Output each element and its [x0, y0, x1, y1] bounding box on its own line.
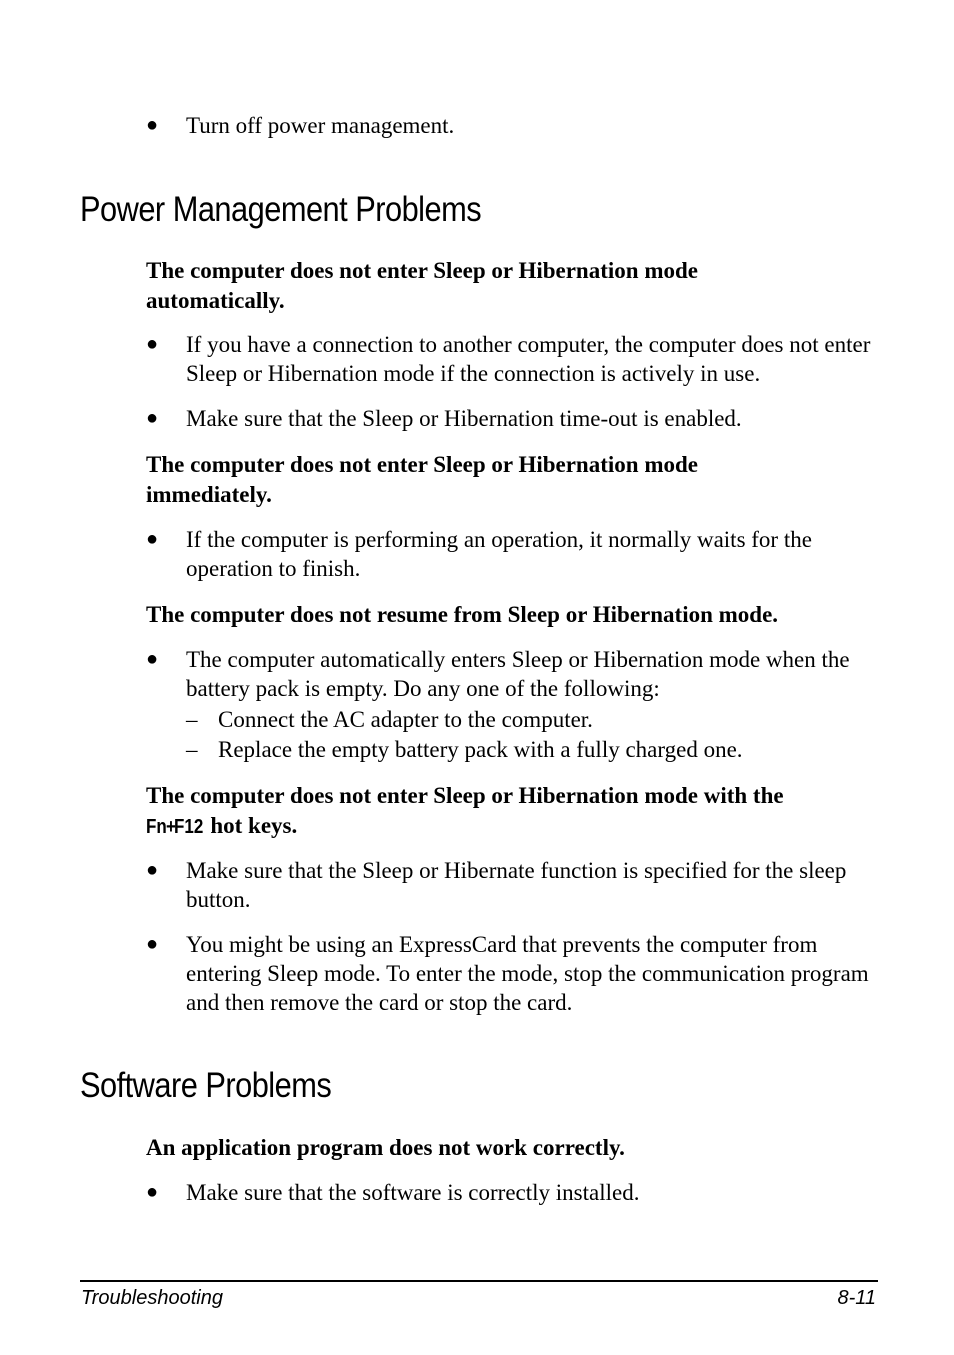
question-heading: The computer does not resume from Sleep or Hibernation mode.	[146, 602, 779, 627]
list-item: Turn off power management.	[186, 113, 455, 138]
question-heading: An application program does not work correctly.	[146, 1135, 625, 1160]
fn-key-label: Fn	[146, 815, 167, 838]
list-item: If the computer is performing an operation, it normally waits for the operation to finish.	[186, 527, 812, 581]
bullet-icon: ●	[146, 333, 159, 355]
sub-list-item: Replace the empty battery pack with a fully charged one.	[218, 737, 743, 762]
plus-sign: +	[166, 815, 177, 838]
bullet-icon: ●	[146, 933, 159, 955]
list-item: You might be using an ExpressCard that prevents the computer from entering Sleep mode. To enter the mode, stop the communication program and then remove the card or stop the card.	[186, 932, 869, 1015]
footer-section-title: Troubleshooting	[81, 1287, 223, 1309]
hot-keys-text: hot keys.	[204, 812, 298, 838]
bullet-icon: ●	[146, 114, 159, 136]
dash-icon: –	[186, 707, 198, 732]
question-heading: The computer does not enter Sleep or Hibernation mode immediately.	[146, 452, 698, 507]
question-heading-line: The computer does not enter Sleep or Hibernation mode with the	[146, 783, 784, 808]
f12-key-label: F12	[174, 815, 204, 838]
section-heading-software: Software Problems	[80, 1066, 332, 1105]
list-item: Make sure that the software is correctly installed.	[186, 1180, 640, 1205]
bullet-icon: ●	[146, 1181, 159, 1203]
bullet-icon: ●	[146, 859, 159, 881]
question-heading	[146, 781, 886, 842]
dash-icon: –	[186, 737, 198, 762]
list-item: Make sure that the Sleep or Hibernation time-out is enabled.	[186, 406, 742, 431]
list-item: The computer automatically enters Sleep or Hibernation mode when the battery pack is empty. Do any one of the following:	[186, 647, 850, 701]
sub-list-item: Connect the AC adapter to the computer.	[218, 707, 593, 732]
list-item: Make sure that the Sleep or Hibernate function is specified for the sleep button.	[186, 858, 847, 912]
page-number: 8-11	[837, 1287, 876, 1309]
footer-divider	[80, 1280, 878, 1282]
bullet-icon: ●	[146, 648, 159, 670]
section-heading-power-management: Power Management Problems	[80, 190, 482, 229]
question-heading-line	[146, 811, 886, 843]
bullet-icon: ●	[146, 407, 159, 429]
list-item: If you have a connection to another computer, the computer does not enter Sleep or Hibernation mode if the connection is actively in use.	[186, 332, 871, 386]
bullet-icon: ●	[146, 528, 159, 550]
question-heading: The computer does not enter Sleep or Hibernation mode automatically.	[146, 258, 698, 313]
